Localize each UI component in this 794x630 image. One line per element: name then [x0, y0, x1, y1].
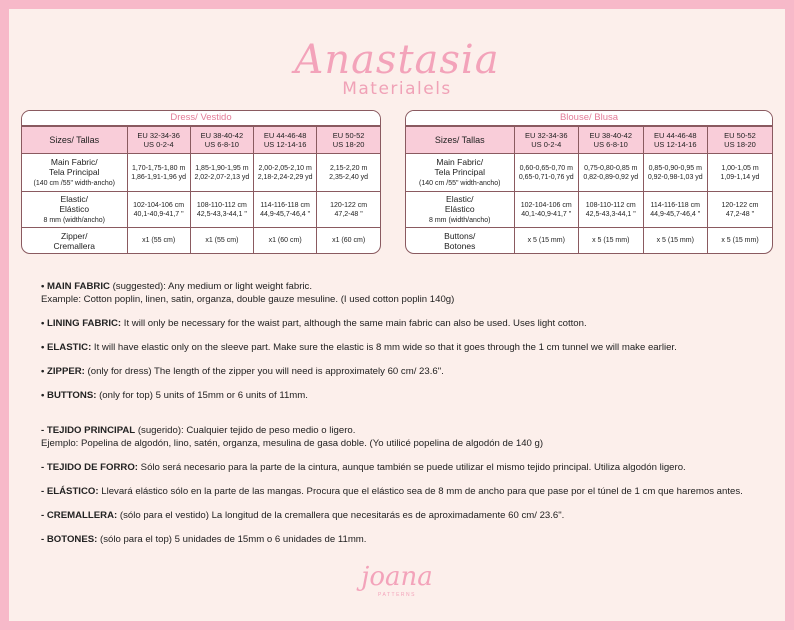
table-cell: 114-116-118 cm 44,9-45,7-46,4 " — [254, 192, 317, 228]
table-cell: 2,15-2,20 m 2,35-2,40 yd — [317, 154, 380, 192]
dress-header-cell: Sizes/ Tallas — [22, 127, 127, 154]
joana-logo — [9, 564, 785, 598]
table-row — [22, 192, 380, 228]
blouse-table-title: Blouse/ Blusa — [406, 111, 772, 126]
brand-name: Anastasia — [294, 37, 500, 83]
note-heading: - ELÁSTICO: — [41, 486, 99, 497]
note-text: (sugerido): Cualquier tejido de peso medio o ligero. — [135, 425, 356, 436]
dress-table — [21, 110, 381, 254]
row-label-note: 8 mm (width/ancho) — [429, 216, 491, 224]
note-paragraph — [41, 485, 781, 498]
table-row — [22, 228, 380, 254]
blouse-header-cell: EU 44-46-48 US 12-14-16 — [643, 127, 708, 154]
table-row — [406, 228, 772, 254]
table-row — [22, 154, 380, 192]
table-cell: x1 (55 cm) — [127, 228, 190, 254]
row-label-note: (140 cm /55" width-ancho) — [419, 179, 501, 187]
note-text: Sólo será necesario para la parte de la cintura, aunque también se puede utilizar el mismo tejido principal. Utiliza algodón ligero. — [138, 462, 686, 473]
note-text: (suggested): Any medium or light weight fabric. — [109, 281, 313, 292]
dress-grid — [22, 126, 380, 253]
table-cell: 102-104-106 cm 40,1-40,9-41,7 " — [127, 192, 190, 228]
table-cell: x 5 (15 mm) — [643, 228, 708, 254]
logo-subtitle: PATTERNS — [378, 592, 416, 598]
table-row — [406, 192, 772, 228]
note-text: (sólo para el vestido) La longitud de la cremallera que necesitarás es de aproximadamente 60 cm/ 23.6". — [117, 510, 565, 521]
note-heading: - BOTONES: — [41, 534, 98, 545]
blouse-grid — [406, 126, 772, 253]
row-label — [22, 228, 127, 254]
table-cell: 120-122 cm 47,2-48 " — [708, 192, 773, 228]
note-heading: • MAIN FABRIC — [41, 281, 110, 292]
row-label — [406, 154, 514, 192]
row-label — [22, 154, 127, 192]
table-cell: 108-110-112 cm 42,5-43,3-44,1 " — [579, 192, 644, 228]
table-cell: x 5 (15 mm) — [514, 228, 579, 254]
table-cell: 1,70-1,75-1,80 m 1,86-1,91-1,96 yd — [127, 154, 190, 192]
page — [9, 9, 785, 621]
blouse-header-cell: Sizes/ Tallas — [406, 127, 514, 154]
dress-header-cell: EU 38-40-42 US 6-8-10 — [190, 127, 253, 154]
note-paragraph — [41, 461, 781, 474]
note-paragraph — [41, 341, 781, 354]
row-label-main: Elastic/ Elástico — [59, 193, 90, 214]
row-label-note: 8 mm (width/ancho) — [43, 216, 105, 224]
note-text: It will only be necessary for the waist part, although the same main fabric can also be used. Uses light cotton. — [121, 318, 587, 329]
dress-header-cell: EU 44-46-48 US 12-14-16 — [254, 127, 317, 154]
note-heading: • BUTTONS: — [41, 390, 97, 401]
note-text: (only for top) 5 units of 15mm or 6 units of 11mm. — [96, 390, 308, 401]
table-cell: 102-104-106 cm 40,1-40,9-41,7 " — [514, 192, 579, 228]
table-cell: 0,85-0,90-0,95 m 0,92-0,98-1,03 yd — [643, 154, 708, 192]
note-heading: - CREMALLERA: — [41, 510, 118, 521]
table-cell: 1,85-1,90-1,95 m 2,02-2,07-2,13 yd — [190, 154, 253, 192]
note-paragraph — [41, 509, 781, 522]
table-cell: x 5 (15 mm) — [579, 228, 644, 254]
note-heading: • ELASTIC: — [41, 342, 92, 353]
note-paragraph — [41, 317, 781, 330]
row-label-main: Buttons/ Botones — [444, 230, 476, 251]
row-label — [22, 192, 127, 228]
row-label — [406, 228, 514, 254]
table-cell: 1,00-1,05 m 1,09-1,14 yd — [708, 154, 773, 192]
blouse-header-cell: EU 38-40-42 US 6-8-10 — [579, 127, 644, 154]
table-row — [406, 154, 772, 192]
blouse-header-cell: EU 32-34-36 US 0-2-4 — [514, 127, 579, 154]
note-text: (sólo para el top) 5 unidades de 15mm o 6 unidades de 11mm. — [97, 534, 367, 545]
dress-header-cell: EU 50-52 US 18-20 — [317, 127, 380, 154]
table-cell: 114-116-118 cm 44,9-45,7-46,4 " — [643, 192, 708, 228]
brand-header — [9, 39, 785, 99]
note-paragraph — [41, 533, 781, 546]
note-heading: • LINING FABRIC: — [41, 318, 122, 329]
note-paragraph — [41, 280, 781, 306]
row-label-main: Main Fabric/ Tela Principal — [48, 156, 100, 177]
row-label-note: (140 cm /55" width-ancho) — [33, 179, 115, 187]
table-cell: 0,75-0,80-0,85 m 0,82-0,89-0,92 yd — [579, 154, 644, 192]
note-heading: - TEJIDO PRINCIPAL — [41, 425, 136, 436]
table-cell: x 5 (15 mm) — [708, 228, 773, 254]
note-text: (only for dress) The length of the zipper you will need is approximately 60 cm/ 23.6". — [84, 366, 444, 377]
table-cell: x1 (60 cm) — [254, 228, 317, 254]
blouse-table — [405, 110, 773, 254]
dress-table-title: Dress/ Vestido — [22, 111, 380, 126]
note-paragraph — [41, 424, 781, 450]
dress-header-cell: EU 32-34-36 US 0-2-4 — [127, 127, 190, 154]
row-label — [406, 192, 514, 228]
note-heading: • ZIPPER: — [41, 366, 85, 377]
note-example: Example: Cotton poplin, linen, satin, organza, double gauze mesuline. (I used cotton poplin 140g) — [41, 294, 455, 305]
table-cell: 120-122 cm 47,2-48 " — [317, 192, 380, 228]
notes-english — [41, 280, 781, 402]
logo-name: joana — [361, 562, 433, 592]
note-paragraph — [41, 365, 781, 378]
note-text: Llevará elástico sólo en la parte de las mangas. Procura que el elástico sea de 8 mm de ancho para que pase por el túnel de 1 cm que haremos antes. — [98, 486, 743, 497]
materials-notes — [41, 280, 781, 546]
table-cell: 2,00-2,05-2,10 m 2,18-2,24-2,29 yd — [254, 154, 317, 192]
row-label-main: Elastic/ Elástico — [444, 193, 475, 214]
note-paragraph — [41, 389, 781, 402]
note-text: It will have elastic only on the sleeve part. Make sure the elastic is 8 mm wide so that it goes through the 1 cm tunnel we will make earlier. — [91, 342, 677, 353]
brand-subtitle: Materialels — [342, 79, 452, 99]
table-cell: x1 (55 cm) — [190, 228, 253, 254]
table-cell: 108-110-112 cm 42,5-43,3-44,1 " — [190, 192, 253, 228]
row-label-main: Zipper/ Cremallera — [53, 230, 96, 251]
blouse-header-cell: EU 50-52 US 18-20 — [708, 127, 773, 154]
note-heading: - TEJIDO DE FORRO: — [41, 462, 139, 473]
table-cell: 0,60-0,65-0,70 m 0,65-0,71-0,76 yd — [514, 154, 579, 192]
notes-spanish — [41, 424, 781, 546]
note-example: Ejemplo: Popelina de algodón, lino, satén, organza, mesulina de gasa doble. (Yo utilicé popelina de algodón de 140 g) — [41, 438, 544, 449]
row-label-main: Main Fabric/ Tela Principal — [434, 156, 486, 177]
table-cell: x1 (60 cm) — [317, 228, 380, 254]
